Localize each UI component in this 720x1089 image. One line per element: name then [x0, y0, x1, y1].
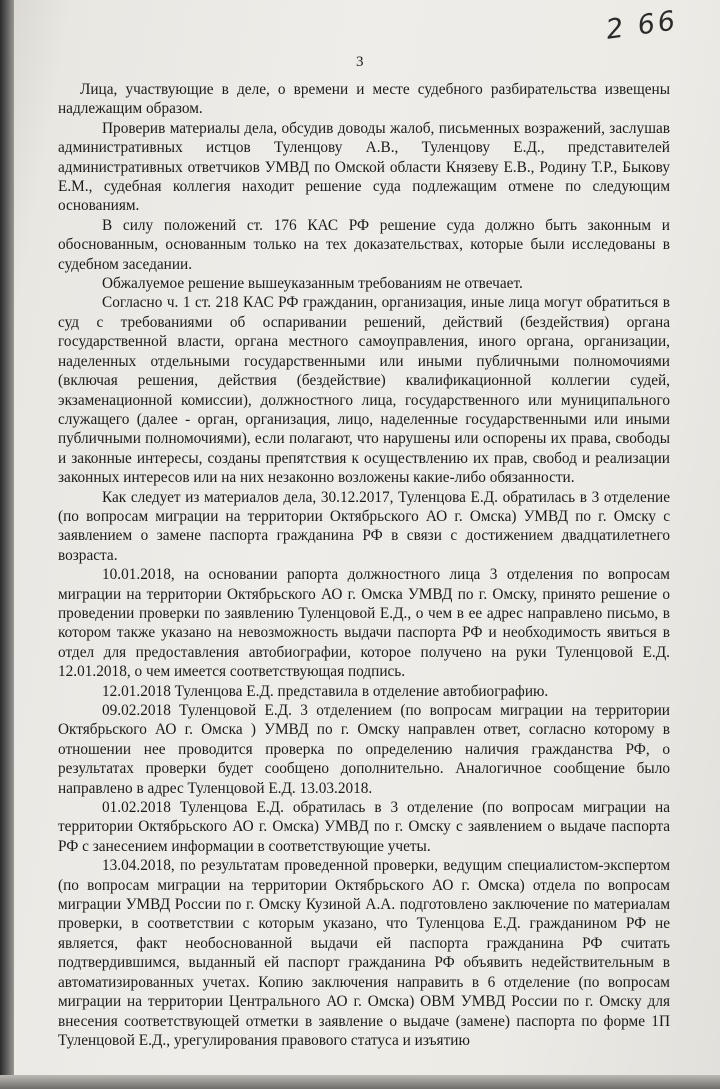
document-body — [58, 80, 670, 1050]
paragraph-not-compliant: Обжалуемое решение вышеуказанным требованиям не отвечает. — [102, 275, 523, 293]
page-left-shadow — [0, 0, 14, 1089]
paragraph-autobiography: 12.01.2018 Туленцова Е.Д. представила в отделение автобиографию. — [102, 682, 549, 700]
paragraph-review: Проверив материалы дела, обсудив доводы жалоб, письменных возражений, заслушав административных истцов Туленцову А.В., Туленцову Е.Д., представителей административных ответчиков УМВД по Омской области Князеву Е.В., Родину Т.Р., Быкову Е.М., судебная коллегия находит решение суда подлежащим отмене по следующим основаниям. — [58, 119, 670, 215]
handwritten-page-note: 2 66 — [604, 5, 680, 46]
paragraph-conclusion-1304: 13.04.2018, по результатам проведенной проверки, ведущим специалистом-экспертом (по вопросам миграции на территории Октябрьского АО г. Омска) отдела по вопросам миграции УМВД России по г. Омску Кузиной А.А. подготовлено заключение по материалам проверки, в соответствии с которым указано, что Туленцова Е.Д. гражданином РФ не является, факт необоснованной выдачи ей паспорта гражданина РФ считать подтвердившимся, выданный ей паспорт гражданина РФ объявить недействительным в автоматизированных учетах. Копию заключения направить в 6 отделение (по вопросам миграции на территории Центрального АО г. Омска) ОВМ УМВД России по г. Омску для внесения соответствующей отметки в заявление о выдаче (замене) паспорта по форме 1П Туленцовой Е.Д., урегулирования правового статуса и изъятию — [58, 857, 670, 1049]
paragraph-inspection-decision: 10.01.2018, на основании рапорта должностного лица 3 отделения по вопросам миграции на территории Октябрьского АО г. Омска УМВД по г. Омску, принято решение о проведении проверки по заявлению Туленцовой Е.Д., о чем в ее адрес направлено письмо, в котором также указано на невозможность выдачи паспорта РФ и необходимость явиться в отдел для предоставления автобиографии, которое получено на руки Туленцовой Е.Д. 12.01.2018, о чем имеется соответствующая подпись. — [58, 566, 670, 681]
paragraph-application-0102: 01.02.2018 Туленцова Е.Д. обратилась в 3 отделение (по вопросам миграции на территории Октябрьского АО г. Омска) УМВД по г. Омску с заявлением о выдаче паспорта РФ с занесением информации в соответствующие учеты. — [58, 799, 670, 855]
paragraph-art-176: В силу положений ст. 176 КАС РФ решение суда должно быть законным и обоснованным, основанным только на тех доказательствах, которые были исследованы в судебном заседании. — [58, 216, 670, 273]
page-bottom-shadow — [0, 1075, 720, 1089]
page-number: 3 — [356, 54, 364, 70]
paragraph-notice: Лица, участвующие в деле, о времени и месте судебного разбирательства извещены надлежащим образом. — [58, 81, 670, 118]
paragraph-art-218: Согласно ч. 1 ст. 218 КАС РФ гражданин, организация, иные лица могут обратиться в суд с требованиями об оспаривании решений, действий (бездействия) органа государственной власти, органа местного самоуправления, иного органа, организации, наделенных отдельными государственными или иными публичными полномочиями (включая решения, действия (бездействие) квалификационной коллегии судей, экзаменационной комиссии), должностного лица, государственного или муниципального служащего (далее - орган, организация, лицо, наделенные государственными или иными публичными полномочиями), если полагают, что нарушены или оспорены их права, свободы и законные интересы, созданы препятствия к осуществлению их прав, свобод и реализации законных интересов или на них незаконно возложены какие-либо обязанности. — [58, 294, 670, 487]
paragraph-case-materials: Как следует из материалов дела, 30.12.2017, Туленцова Е.Д. обратилась в 3 отделение (по вопросам миграции на территории Октябрьского АО г. Омска) УМВД по г. Омску с заявлением о замене паспорта гражданина РФ в связи с достижением двадцатилетнего возраста. — [58, 488, 670, 564]
paragraph-response-0902: 09.02.2018 Туленцовой Е.Д. 3 отделением (по вопросам миграции на территории Октябрьского АО г. Омска ) УМВД по г. Омску направлен ответ, согласно которому в отношении нее проводится проверка по определению наличия гражданства РФ, о результатах проверки будет сообщено дополнительно. Аналогичное сообщение было направлено в адрес Туленцовой Е.Д. 13.03.2018. — [58, 702, 670, 797]
